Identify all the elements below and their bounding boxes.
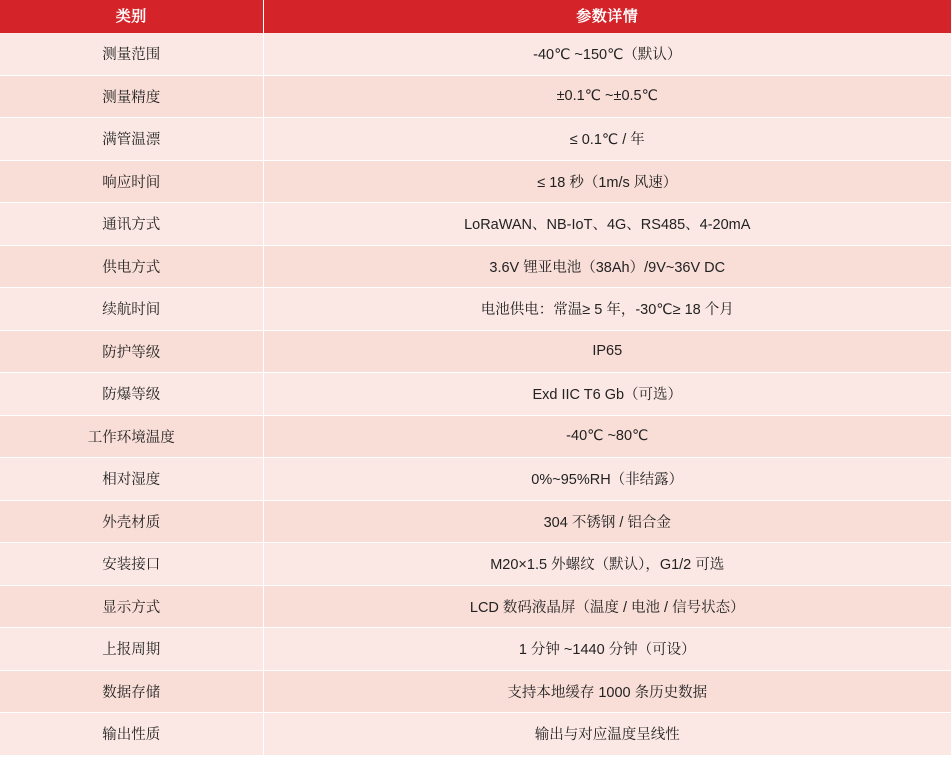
cell-detail: IP65 bbox=[263, 330, 951, 373]
cell-detail: 输出与对应温度呈线性 bbox=[263, 713, 951, 755]
column-header-category: 类别 bbox=[0, 0, 263, 33]
cell-detail: 电池供电：常温≥ 5 年，-30℃≥ 18 个月 bbox=[263, 288, 951, 331]
cell-category: 满管温漂 bbox=[0, 118, 263, 161]
cell-detail: M20×1.5 外螺纹（默认），G1/2 可选 bbox=[263, 543, 951, 586]
table-row bbox=[0, 160, 951, 203]
table-row bbox=[0, 585, 951, 628]
table-row bbox=[0, 713, 951, 755]
cell-category: 安装接口 bbox=[0, 543, 263, 586]
cell-category: 相对湿度 bbox=[0, 458, 263, 501]
table-row bbox=[0, 245, 951, 288]
table-row bbox=[0, 458, 951, 501]
cell-category: 显示方式 bbox=[0, 585, 263, 628]
cell-detail: -40℃ ~150℃（默认） bbox=[263, 33, 951, 75]
cell-detail: -40℃ ~80℃ bbox=[263, 415, 951, 458]
table-row bbox=[0, 628, 951, 671]
cell-detail: LCD 数码液晶屏（温度 / 电池 / 信号状态） bbox=[263, 585, 951, 628]
cell-category: 工作环境温度 bbox=[0, 415, 263, 458]
cell-detail: ≤ 18 秒（1m/s 风速） bbox=[263, 160, 951, 203]
table-row bbox=[0, 543, 951, 586]
table-row bbox=[0, 670, 951, 713]
cell-category: 供电方式 bbox=[0, 245, 263, 288]
cell-detail: 0%~95%RH（非结露） bbox=[263, 458, 951, 501]
cell-detail: 3.6V 锂亚电池（38Ah）/9V~36V DC bbox=[263, 245, 951, 288]
table-row bbox=[0, 415, 951, 458]
cell-detail: Exd IIC T6 Gb（可选） bbox=[263, 373, 951, 416]
cell-category: 响应时间 bbox=[0, 160, 263, 203]
cell-category: 外壳材质 bbox=[0, 500, 263, 543]
cell-category: 测量精度 bbox=[0, 75, 263, 118]
table-row bbox=[0, 33, 951, 75]
cell-detail: ≤ 0.1℃ / 年 bbox=[263, 118, 951, 161]
table-row bbox=[0, 118, 951, 161]
cell-detail: 304 不锈钢 / 铝合金 bbox=[263, 500, 951, 543]
cell-detail: 支持本地缓存 1000 条历史数据 bbox=[263, 670, 951, 713]
table-row bbox=[0, 288, 951, 331]
cell-category: 上报周期 bbox=[0, 628, 263, 671]
table-body bbox=[0, 33, 951, 755]
cell-detail: LoRaWAN、NB-IoT、4G、RS485、4-20mA bbox=[263, 203, 951, 246]
table-row bbox=[0, 373, 951, 416]
cell-category: 数据存储 bbox=[0, 670, 263, 713]
cell-category: 输出性质 bbox=[0, 713, 263, 755]
table-header-row bbox=[0, 0, 951, 33]
column-header-detail: 参数详情 bbox=[263, 0, 951, 33]
table-row bbox=[0, 330, 951, 373]
cell-category: 续航时间 bbox=[0, 288, 263, 331]
table-row bbox=[0, 75, 951, 118]
table-row bbox=[0, 500, 951, 543]
cell-detail: 1 分钟 ~1440 分钟（可设） bbox=[263, 628, 951, 671]
cell-category: 防护等级 bbox=[0, 330, 263, 373]
table-header bbox=[0, 0, 951, 33]
cell-category: 通讯方式 bbox=[0, 203, 263, 246]
table-row bbox=[0, 203, 951, 246]
cell-detail: ±0.1℃ ~±0.5℃ bbox=[263, 75, 951, 118]
cell-category: 测量范围 bbox=[0, 33, 263, 75]
cell-category: 防爆等级 bbox=[0, 373, 263, 416]
